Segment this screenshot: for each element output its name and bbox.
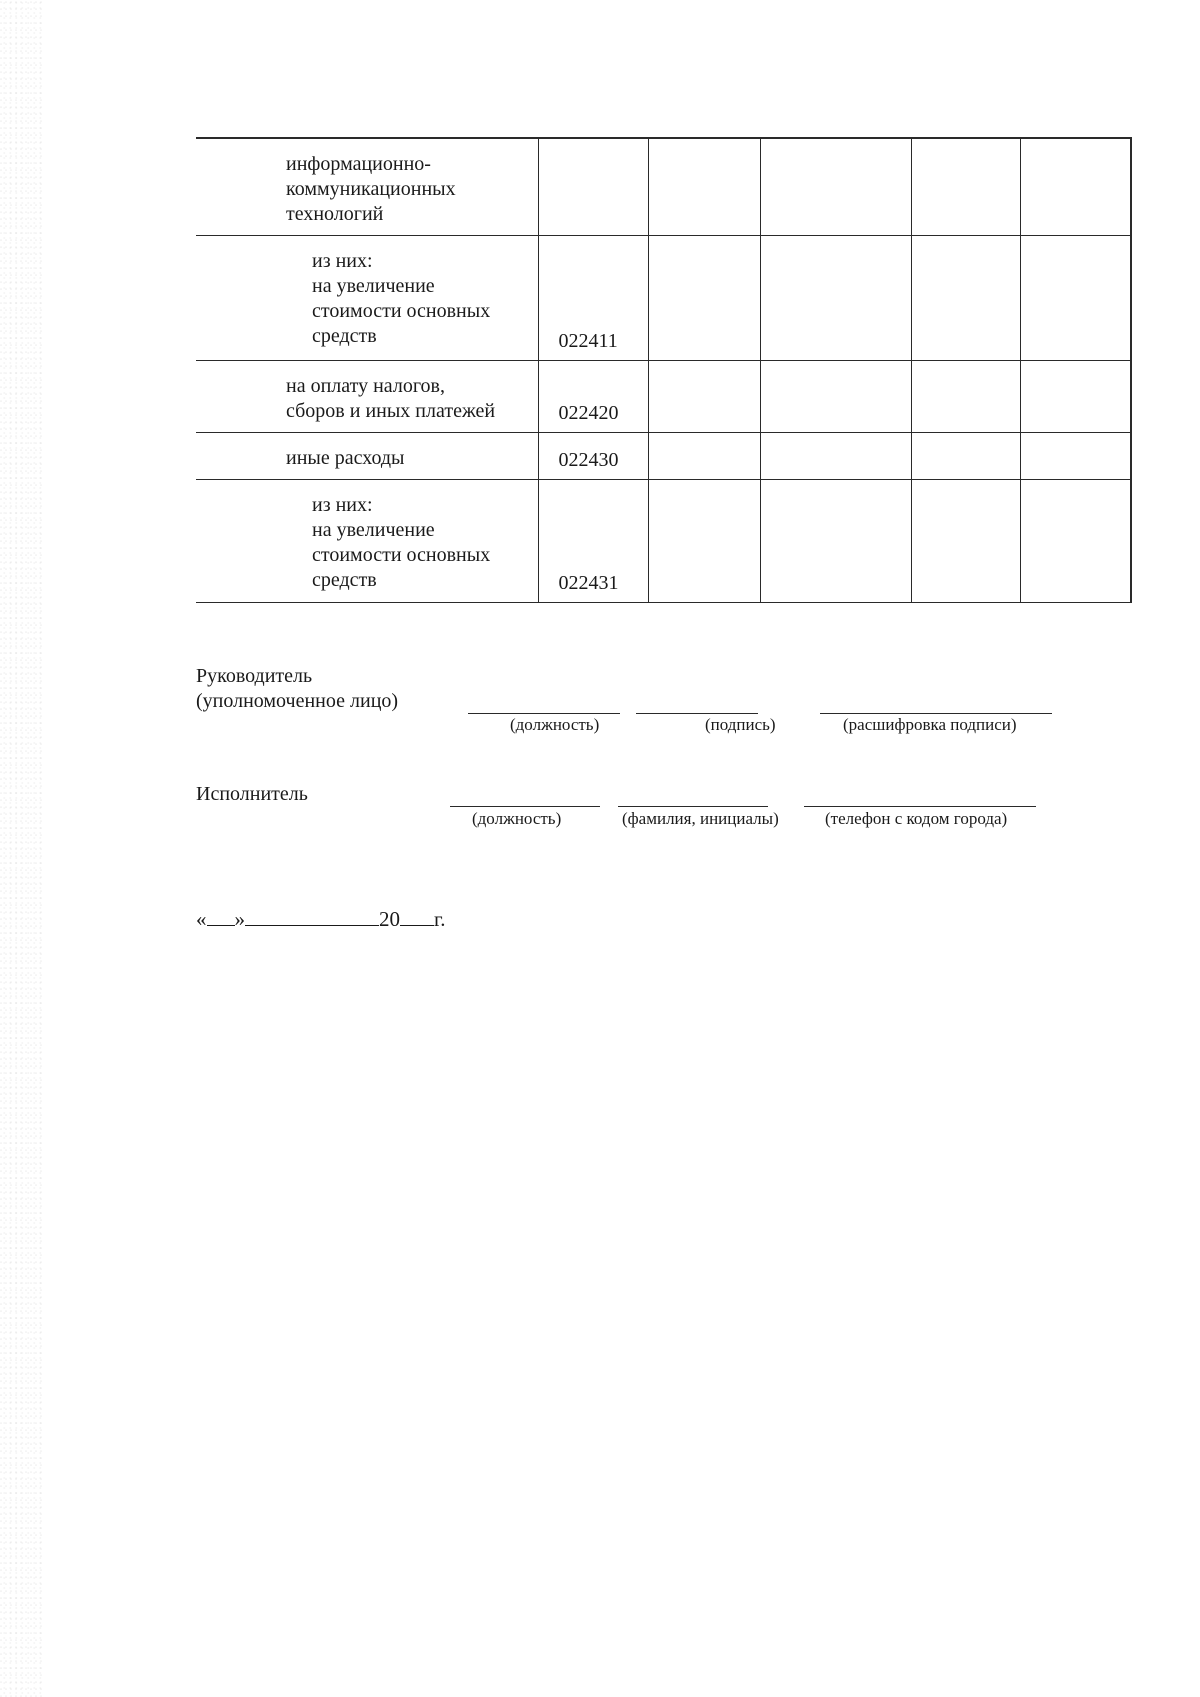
value-cell[interactable] <box>648 138 760 236</box>
value-cell[interactable] <box>760 138 911 236</box>
row-code-cell <box>538 480 648 603</box>
row-label <box>196 139 538 235</box>
row-label-cell <box>196 361 538 433</box>
value-cell[interactable] <box>648 236 760 361</box>
value-cell[interactable] <box>1020 236 1131 361</box>
head-label-authorized: (уполномоченное лицо) <box>196 690 399 712</box>
date-year-prefix: 20 <box>379 907 400 931</box>
value-cell[interactable] <box>760 433 911 480</box>
executor-name-caption: (фамилия, инициалы) <box>622 809 779 828</box>
head-position-line[interactable] <box>468 713 620 714</box>
value-cell[interactable] <box>1020 138 1131 236</box>
value-cell[interactable] <box>911 138 1020 236</box>
row-label-cell <box>196 138 538 236</box>
row-label-line: коммуникационных <box>286 178 456 200</box>
row-label-line: стоимости основных <box>312 544 491 566</box>
table-row <box>196 236 1131 361</box>
date-line <box>196 906 446 932</box>
row-label-line: на увеличение <box>312 519 435 541</box>
row-label-line: средств <box>312 569 377 591</box>
report-table <box>196 137 1132 603</box>
value-cell[interactable] <box>760 236 911 361</box>
row-label-line: иные расходы <box>286 447 405 469</box>
row-code-cell <box>538 138 648 236</box>
head-signature-caption: (подпись) <box>705 715 776 734</box>
value-cell[interactable] <box>911 236 1020 361</box>
date-year-blank[interactable] <box>400 907 434 926</box>
row-code: 022411 <box>558 330 618 352</box>
table-row <box>196 480 1131 603</box>
row-label <box>196 433 538 479</box>
row-code <box>539 229 648 235</box>
row-label-line: на оплату налогов, <box>286 375 445 397</box>
row-label-line: информационно- <box>286 153 431 175</box>
row-label-cell <box>196 480 538 603</box>
row-label-line: средств <box>312 325 377 347</box>
row-label-line: стоимости основных <box>312 300 491 322</box>
executor-name-line[interactable] <box>618 806 768 807</box>
row-label <box>196 361 538 432</box>
table-body <box>196 138 1131 603</box>
row-code-cell <box>538 433 648 480</box>
value-cell[interactable] <box>648 433 760 480</box>
row-code-cell <box>538 361 648 433</box>
row-label <box>196 236 538 357</box>
executor-label: Исполнитель <box>196 783 308 805</box>
value-cell[interactable] <box>1020 480 1131 603</box>
date-close-quote: » <box>234 907 245 931</box>
row-label-line: на увеличение <box>312 275 435 297</box>
value-cell[interactable] <box>648 480 760 603</box>
value-cell[interactable] <box>1020 433 1131 480</box>
value-cell[interactable] <box>911 480 1020 603</box>
value-cell[interactable] <box>911 361 1020 433</box>
row-code: 022420 <box>558 402 619 424</box>
value-cell[interactable] <box>911 433 1020 480</box>
head-label: Руководитель <box>196 665 313 687</box>
table-row <box>196 138 1131 236</box>
head-signature-line[interactable] <box>636 713 758 714</box>
value-cell[interactable] <box>1020 361 1131 433</box>
row-label-line: из них: <box>312 250 373 272</box>
row-code: 022430 <box>558 449 619 471</box>
row-label-cell <box>196 236 538 361</box>
row-code: 022431 <box>558 572 619 594</box>
value-cell[interactable] <box>648 361 760 433</box>
executor-phone-caption: (телефон с кодом города) <box>825 809 1008 828</box>
table-row <box>196 361 1131 433</box>
date-month-blank[interactable] <box>245 907 379 926</box>
head-decoding-caption: (расшифровка подписи) <box>843 715 1017 734</box>
value-cell[interactable] <box>760 480 911 603</box>
executor-phone-line[interactable] <box>804 806 1036 807</box>
head-position-caption: (должность) <box>510 715 600 734</box>
row-label-line: из них: <box>312 494 373 516</box>
row-label <box>196 480 538 601</box>
executor-position-line[interactable] <box>450 806 600 807</box>
date-year-suffix: г. <box>434 907 446 931</box>
row-label-line: технологий <box>286 203 384 225</box>
table-row <box>196 433 1131 480</box>
date-open-quote: « <box>196 907 207 931</box>
row-label-cell <box>196 433 538 480</box>
scan-noise-edge <box>0 0 42 1697</box>
executor-position-caption: (должность) <box>472 809 562 828</box>
head-decoding-line[interactable] <box>820 713 1052 714</box>
row-code-cell <box>538 236 648 361</box>
value-cell[interactable] <box>760 361 911 433</box>
date-day-blank[interactable] <box>207 907 235 926</box>
row-label-line: сборов и иных платежей <box>286 400 496 422</box>
